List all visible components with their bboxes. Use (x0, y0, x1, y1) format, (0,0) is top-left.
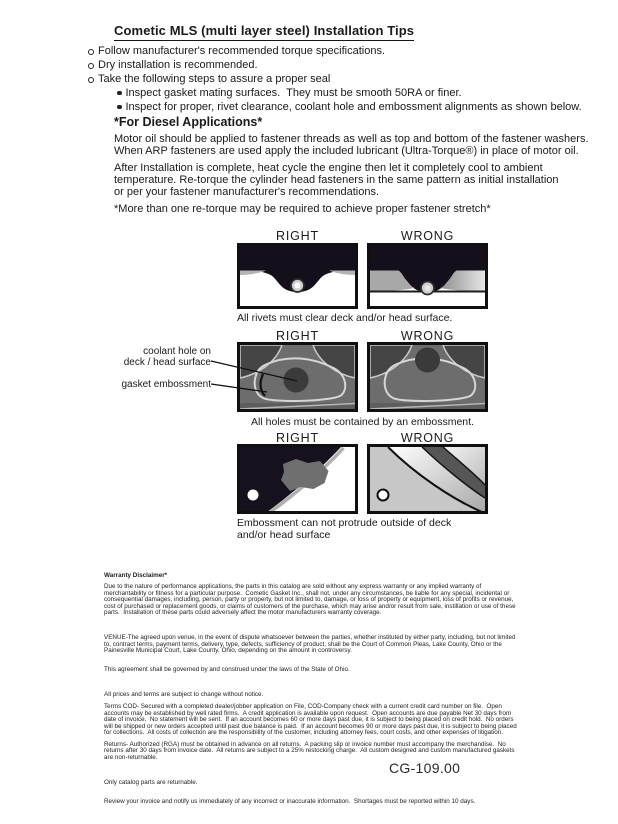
warranty-paragraph: Due to the nature of performance applications, the parts in this catalog are sold without any express warranty or any implied warranty of merchantability or fitness for a particular purpose. Cometic Gasket Inc., shall not, under any circumstances, be liable for any special, incidental or consequential damages, including, person, party or property, but not limited to, damage, or loss of property or equipment, loss of profits or revenue, cost of purchased or replacement goods, or claims of customers of the purchase, which may arise and/or result from sale, instillation or use of these parts. Installation of these parts could adversely affect the motor manufacturers warranty coverage. (104, 583, 518, 617)
caption-line: Embossment can not protrude outside of deck (237, 517, 452, 529)
list-item (88, 72, 582, 86)
list-item-text: Dry installation is recommended. (98, 59, 258, 71)
retorque-note: *More than one re-torque may be required to achieve proper fastener stretch* (114, 203, 491, 215)
list-item-text: Inspect gasket mating surfaces. They must be smooth 50RA or finer. (125, 87, 462, 99)
filled-bullet-icon (117, 105, 122, 110)
paragraph-line: Motor oil should be applied to fastener threads as well as top and bottom of the fastener washers. (114, 133, 589, 145)
list-item (117, 86, 582, 100)
list-item-text: Take the following steps to assure a proper seal (98, 73, 331, 85)
rivet-clearance-right-diagram (237, 243, 358, 309)
prices-paragraph: All prices and terms are subject to change without notice. (104, 691, 264, 699)
open-bullet-icon (88, 63, 94, 69)
callout-line: coolant hole on (143, 346, 211, 357)
paragraph-line: This agreement shall be governed by and construed under the laws of the State of Ohio. (104, 666, 350, 674)
page-title: Cometic MLS (multi layer steel) Installation Tips (114, 23, 414, 41)
warranty-section (104, 573, 517, 824)
list-item-text: Inspect for proper, rivet clearance, coolant hole and embossment alignments as shown below. (125, 101, 582, 113)
gasket-embossment-callout: gasket embossment (121, 379, 211, 390)
rivet-clearance-wrong-diagram (367, 243, 488, 309)
diesel-paragraph-1 (114, 134, 589, 158)
row2-caption: All holes must be contained by an embossment. (251, 416, 474, 428)
row1-right-label: RIGHT (276, 229, 319, 243)
paragraph-line: After Installation is complete, heat cycle the engine then let it completely cool to ambient (114, 162, 543, 174)
protrusion-right-diagram (237, 444, 358, 514)
row3-wrong-label: WRONG (400, 431, 455, 445)
paragraph-line: VENUE-The agreed upon venue, in the event of dispute whatsoever between the parties, whether instituted by either party, including, but not limited to, contract terms, payment terms, delivery, type, defects, sufficiency of product, shall be the Court of Common Pleas, Lake County, Ohio or the Painesville Municipal Court, Lake County, Ohio, depending on the amount in controversy. (104, 634, 518, 655)
terms-paragraph: Terms COD- Secured with a completed dealer/jobber application on File, COD-Company check with a current credit card number on file. Open accounts may be established by well rated firms. A credit application is available upon request. Open accounts are due payable Net 30 days from date of invoice. No statement will be sent. If an account becomes 60 or more days past due, it is subject to being placed on credit hold. No orders will be shipped or new orders accepted until past due balance is paid. If an account becomes 90 or more days past due, it is subject to being placed for collections. All costs of collection are the responsibility of the customer, including attorney fees, court costs, and other expenses of litigation. (104, 703, 519, 737)
paragraph-line: When ARP fasteners are used apply the included lubricant (Ultra-Torque®) in place of motor oil. (114, 144, 579, 157)
diesel-paragraph-2 (114, 163, 559, 198)
hole-containment-right-diagram (237, 342, 358, 412)
row2-right-label: RIGHT (276, 329, 319, 343)
row3-right-label: RIGHT (276, 431, 319, 445)
warranty-heading: Warranty Disclaimer* (104, 572, 168, 579)
tips-list (88, 44, 582, 114)
coolant-hole-callout (90, 346, 211, 368)
paragraph-line: temperature. Re-torque the cylinder head fasteners in the same pattern as initial installation (114, 173, 559, 186)
row2-wrong-label: WRONG (400, 329, 455, 343)
row1-caption: All rivets must clear deck and/or head surface. (237, 312, 453, 324)
list-item (117, 100, 582, 114)
page-code: CG-109.00 (389, 760, 461, 776)
filled-bullet-icon (117, 91, 122, 96)
caption-line: and/or head surface (237, 529, 331, 541)
paragraph-line: Review your invoice and notify us immediately of any incorrect or inaccurate information. Shortages must be reported within 10 days. (104, 798, 476, 806)
paragraph-line: Only catalog parts are returnable. (104, 778, 198, 786)
list-item-text: Follow manufacturer's recommended torque specifications. (98, 45, 386, 57)
open-bullet-icon (88, 77, 94, 83)
protrusion-wrong-diagram (367, 444, 488, 514)
open-bullet-icon (88, 49, 94, 55)
hole-containment-wrong-diagram (367, 342, 488, 412)
diesel-heading: *For Diesel Applications* (114, 115, 263, 129)
paragraph-line: or per your fastener manufacturer's recommendations. (114, 185, 379, 198)
row3-caption (237, 517, 451, 541)
list-item (88, 58, 582, 72)
returns-paragraph: Returns- Authorized (RGA) must be obtained in advance on all returns. A packing slip or invoice number must accompany the merchandise. No returns after 30 days from invoice date. All returns are subject to a 25% restocking charge. All custom designed and custom manufactured gaskets are non-returnable. (104, 740, 517, 761)
venue-paragraph (104, 622, 517, 687)
callout-line: deck / head surface (123, 357, 211, 368)
row1-wrong-label: WRONG (400, 229, 455, 243)
list-item (88, 44, 582, 58)
